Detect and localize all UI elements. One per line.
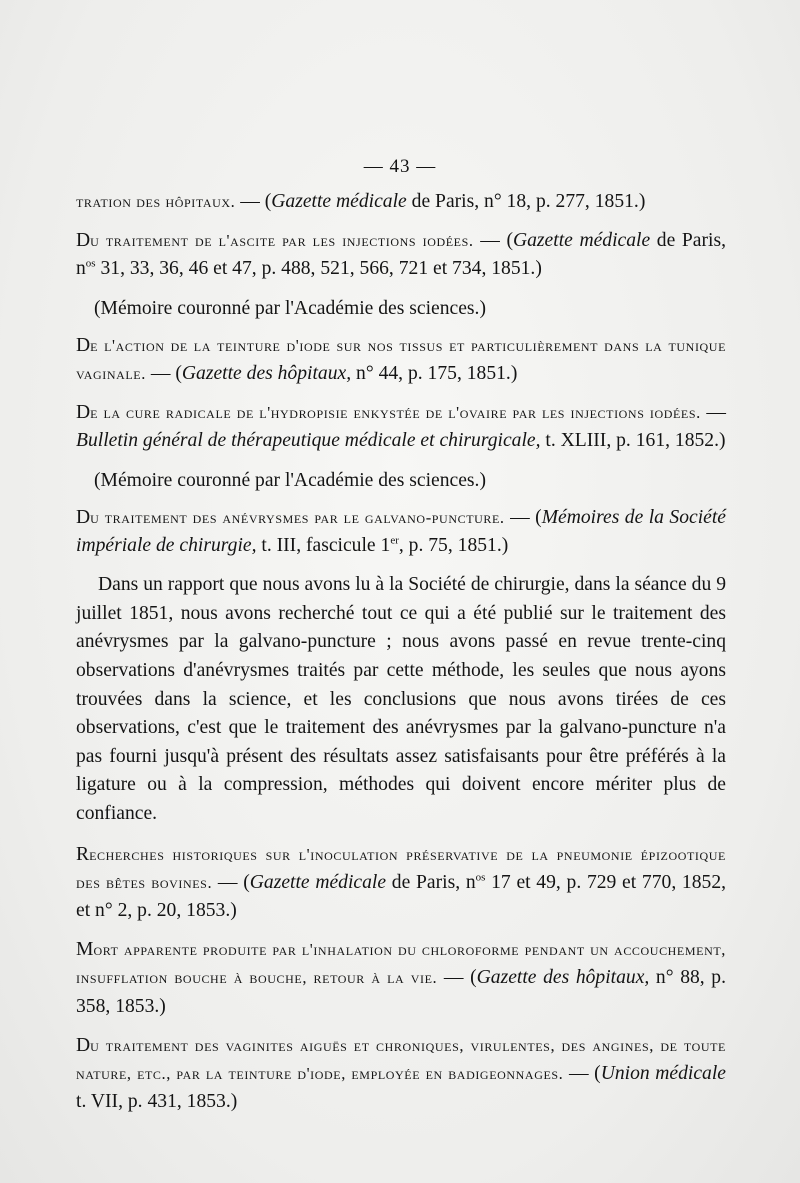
journal-title: Mémoires de la Société impériale de chirurgie, (76, 506, 726, 557)
journal-title: Gazette médicale (512, 230, 651, 252)
entry-note: (Mémoire couronné par l'Académie des sciences.) (94, 469, 486, 491)
journal-title: Gazette médicale (249, 871, 387, 893)
entry-title: tration des hôpitaux. (76, 192, 236, 211)
title-initial: D (76, 402, 91, 424)
bibliography-entry (76, 1032, 726, 1117)
entry-title: u traitement des vaginites aiguës et chroniques, virulentes, des angines, de toute nature, etc., par la teinture d'iode, employée en badigeonnages. (76, 1035, 726, 1083)
page-body (76, 188, 726, 1127)
entry-title: e la cure radicale de l'hydropisie enkystée de l'ovaire par les injections iodées. (90, 403, 701, 423)
ref-prefix: — ( (437, 967, 477, 989)
superscript: os (475, 871, 486, 884)
ref-details: t. III, fascicule 1 (256, 535, 391, 557)
ref-details: n° 88, p. 358, 1853.) (76, 967, 726, 1017)
ref-details: de Paris, n (386, 871, 476, 893)
title-initial: R (76, 843, 90, 865)
entry-title: echerches historiques sur l'inoculation préservative de la pneumonie épizootique des bêtes bovines. (76, 844, 726, 892)
title-initial: D (76, 334, 91, 356)
ref-prefix: — ( (504, 506, 542, 528)
journal-title: Bulletin général de thérapeutique médicale et chirurgicale, (76, 430, 541, 452)
title-initial: D (76, 506, 91, 528)
entry-note: (Mémoire couronné par l'Académie des sciences.) (94, 297, 486, 319)
ref-details: t. XLIII, p. 161, 1852.) (540, 430, 726, 452)
ref-prefix: — ( (145, 363, 182, 385)
bibliography-entry (76, 399, 726, 455)
bibliography-entry (76, 332, 726, 388)
ref-details-tail: , p. 75, 1851.) (398, 535, 509, 557)
bibliography-entry (76, 188, 726, 216)
entry-title: u traitement des anévrysmes par le galvano-puncture. (90, 507, 505, 527)
journal-title: Gazette des hôpitaux, (181, 363, 352, 385)
bibliography-entry (76, 227, 726, 283)
ref-prefix: — ( (563, 1063, 601, 1084)
ref-prefix: — ( (212, 871, 250, 893)
ref-prefix: — ( (235, 191, 272, 212)
bibliography-entry (76, 841, 726, 926)
entry-title: e l'action de la teinture d'iode sur nos tissus et particulièrement dans la tunique vaginale. (76, 335, 726, 384)
bibliography-entry (76, 504, 726, 560)
title-initial: M (76, 939, 94, 961)
journal-title: Union médicale (600, 1063, 726, 1084)
title-initial: D (76, 230, 91, 252)
bibliography-entry (76, 936, 726, 1021)
title-initial: D (76, 1034, 91, 1056)
body-paragraph: Dans un rapport que nous avons lu à la Société de chirurgie, dans la séance du 9 juillet 1851, nous avons recherché tout ce qui a été publié sur le traitement des anévrysmes par la galvano-puncture ; nous avons passé en revue trente-cinq observations d'anévrysmes traités par cette méthode, les seules que nous ayons trouvées dans la science, et les conclusions que nous avons tirées de ces observations, c'est que le traitement des anévrysmes par la galvano-puncture n'a pas fourni jusqu'à présent des résultats assez satisfaisants pour être préférés à la ligature ou à la compression, méthodes qui doivent encore mériter plus de confiance. (76, 574, 726, 824)
ref-prefix: — (700, 402, 726, 424)
ref-details: de Paris, n (76, 230, 726, 280)
ref-prefix: — ( (473, 230, 513, 252)
entry-title: u traitement de l'ascite par les injections iodées. (90, 231, 474, 251)
page-number: — 43 — (363, 156, 437, 177)
ref-details-tail: 17 et 49, p. 729 et 770, 1852, et n° 2, p. 20, 1853.) (76, 871, 727, 921)
ref-details-tail: 31, 33, 36, 46 et 47, p. 488, 521, 566, 721 et 734, 1851.) (95, 258, 542, 280)
superscript: er (390, 534, 399, 547)
ref-details: de Paris, n° 18, p. 277, 1851.) (406, 191, 646, 212)
journal-title: Gazette médicale (271, 191, 407, 212)
superscript: os (85, 257, 96, 270)
journal-title: Gazette des hôpitaux, (476, 967, 650, 989)
ref-details: t. VII, p. 431, 1853.) (76, 1091, 238, 1113)
ref-details: n° 44, p. 175, 1851.) (351, 363, 518, 385)
entry-title: ort apparente produite par l'inhalation du chloroforme pendant un accouchement, insufflation bouche à bouche, retour à la vie. (76, 940, 726, 988)
